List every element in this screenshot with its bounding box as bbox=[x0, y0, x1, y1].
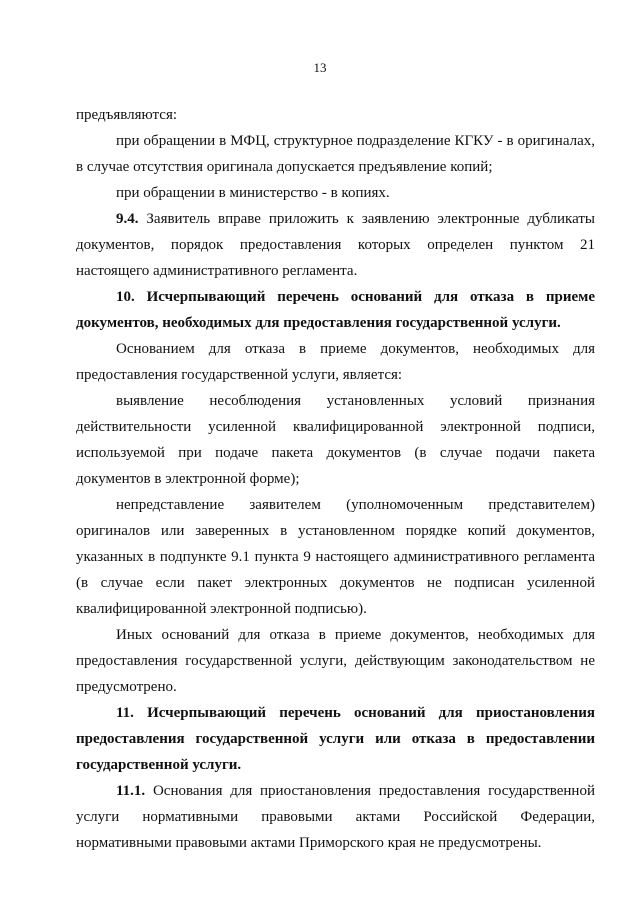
paragraph-ministry: при обращении в министерство - в копиях. bbox=[116, 185, 390, 201]
paragraph-mfc: при обращении в МФЦ, структурное подразделение КГКУ - в оригиналах, в случае отсутствия оригинала допускается предъявление копий; bbox=[76, 133, 595, 175]
paragraph-9-4-text: Заявитель вправе приложить к заявлению электронные дубликаты документов, порядок предоставления которых определен пунктом 21 настоящего административного регламента. bbox=[76, 211, 595, 279]
clause-number-9-4: 9.4. bbox=[116, 211, 139, 227]
document-body bbox=[76, 102, 595, 856]
paragraph-originals: непредставление заявителем (уполномоченным представителем) оригиналов или заверенных в установленном порядке копий документов, указанных в подпункте 9.1 пункта 9 настоящего административного регламента (в случае если пакет электронных документов не подписан усиленной квалифицированной электронной подписью). bbox=[76, 497, 595, 617]
page-number: 13 bbox=[313, 60, 327, 75]
paragraph-signature: выявление несоблюдения установленных условий признания действительности усиленной квалифицированной электронной подписи, используемой при подаче пакета документов (в случае подачи пакета документов в электронной форме); bbox=[76, 393, 595, 487]
paragraph-9-4 bbox=[76, 206, 595, 284]
paragraph-grounds: Основанием для отказа в приеме документов, необходимых для предоставления государственной услуги, является: bbox=[76, 341, 595, 383]
paragraph-no-other-grounds: Иных оснований для отказа в приеме документов, необходимых для предоставления государственной услуги, действующим законодательством не предусмотрено. bbox=[76, 627, 595, 695]
section-heading-11: 11. Исчерпывающий перечень оснований для приостановления предоставления государственной услуги или отказа в предоставлении государственной услуги. bbox=[76, 705, 595, 773]
paragraph-11-1-text: Основания для приостановления предоставления государственной услуги нормативными правовыми актами Российской Федерации, нормативными правовыми актами Приморского края не предусмотрены. bbox=[76, 783, 595, 851]
paragraph-intro: предъявляются: bbox=[76, 107, 178, 123]
section-heading-10: 10. Исчерпывающий перечень оснований для отказа в приеме документов, необходимых для предоставления государственной услуги. bbox=[76, 289, 595, 331]
paragraph-11-1 bbox=[76, 778, 595, 856]
clause-number-11-1: 11.1. bbox=[116, 783, 146, 799]
